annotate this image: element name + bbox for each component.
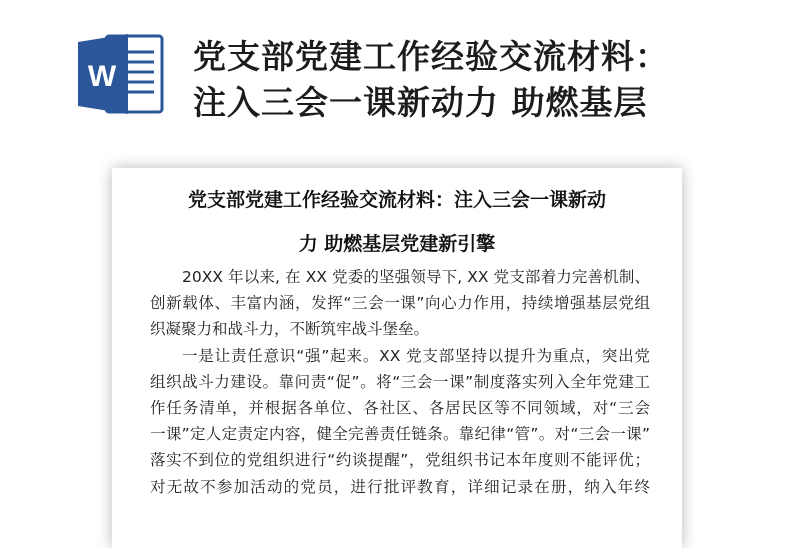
paragraph-line: 创新载体、丰富内涵，发挥“三会一课”向心力作用，持续增强基层党组 [150,294,650,313]
paragraph-line: 落实不到位的党组织进行“约谈提醒”，党组织书记本年度则不能评优； [150,451,650,470]
paragraph-line: 一是让责任意识“强”起来。XX 党支部坚持以提升为重点，突出党 [182,346,650,365]
paragraph-line: 组织战斗力建设。靠问责“促”。将“三会一课”制度落实列入全年党建工 [150,372,650,391]
paragraph-line: 织凝聚力和战斗力，不断筑牢战斗堡垒。 [150,320,430,339]
header [0,0,800,150]
word-icon-letter: W [87,60,117,93]
paragraph-line: 20XX 年以来, 在 XX 党委的坚强领导下, XX 党支部着力完善机制、 [182,268,650,286]
paragraph-line: 一课”定人定责定内容，健全完善责任链条。靠纪律“管”。对“三会一课” [150,425,650,444]
page-title-line: 注入三会一课新动力 助燃基层 [193,83,648,122]
page-title-line: 党支部党建工作经验交流材料： [193,37,669,76]
document-title-line: 力 助燃基层党建新引擎 [298,233,496,255]
document-body [150,264,650,500]
document-page [112,168,682,548]
paragraph-line: 对无故不参加活动的党员，进行批评教育，详细记录在册，纳入年终 [150,477,650,496]
document-title-line: 党支部党建工作经验交流材料：注入三会一课新动 [187,189,606,211]
paragraph-line: 作任务清单，并根据各单位、各社区、各居民区等不同领域，对“三会 [150,399,650,418]
page-title [193,34,783,126]
word-icon [76,30,166,118]
